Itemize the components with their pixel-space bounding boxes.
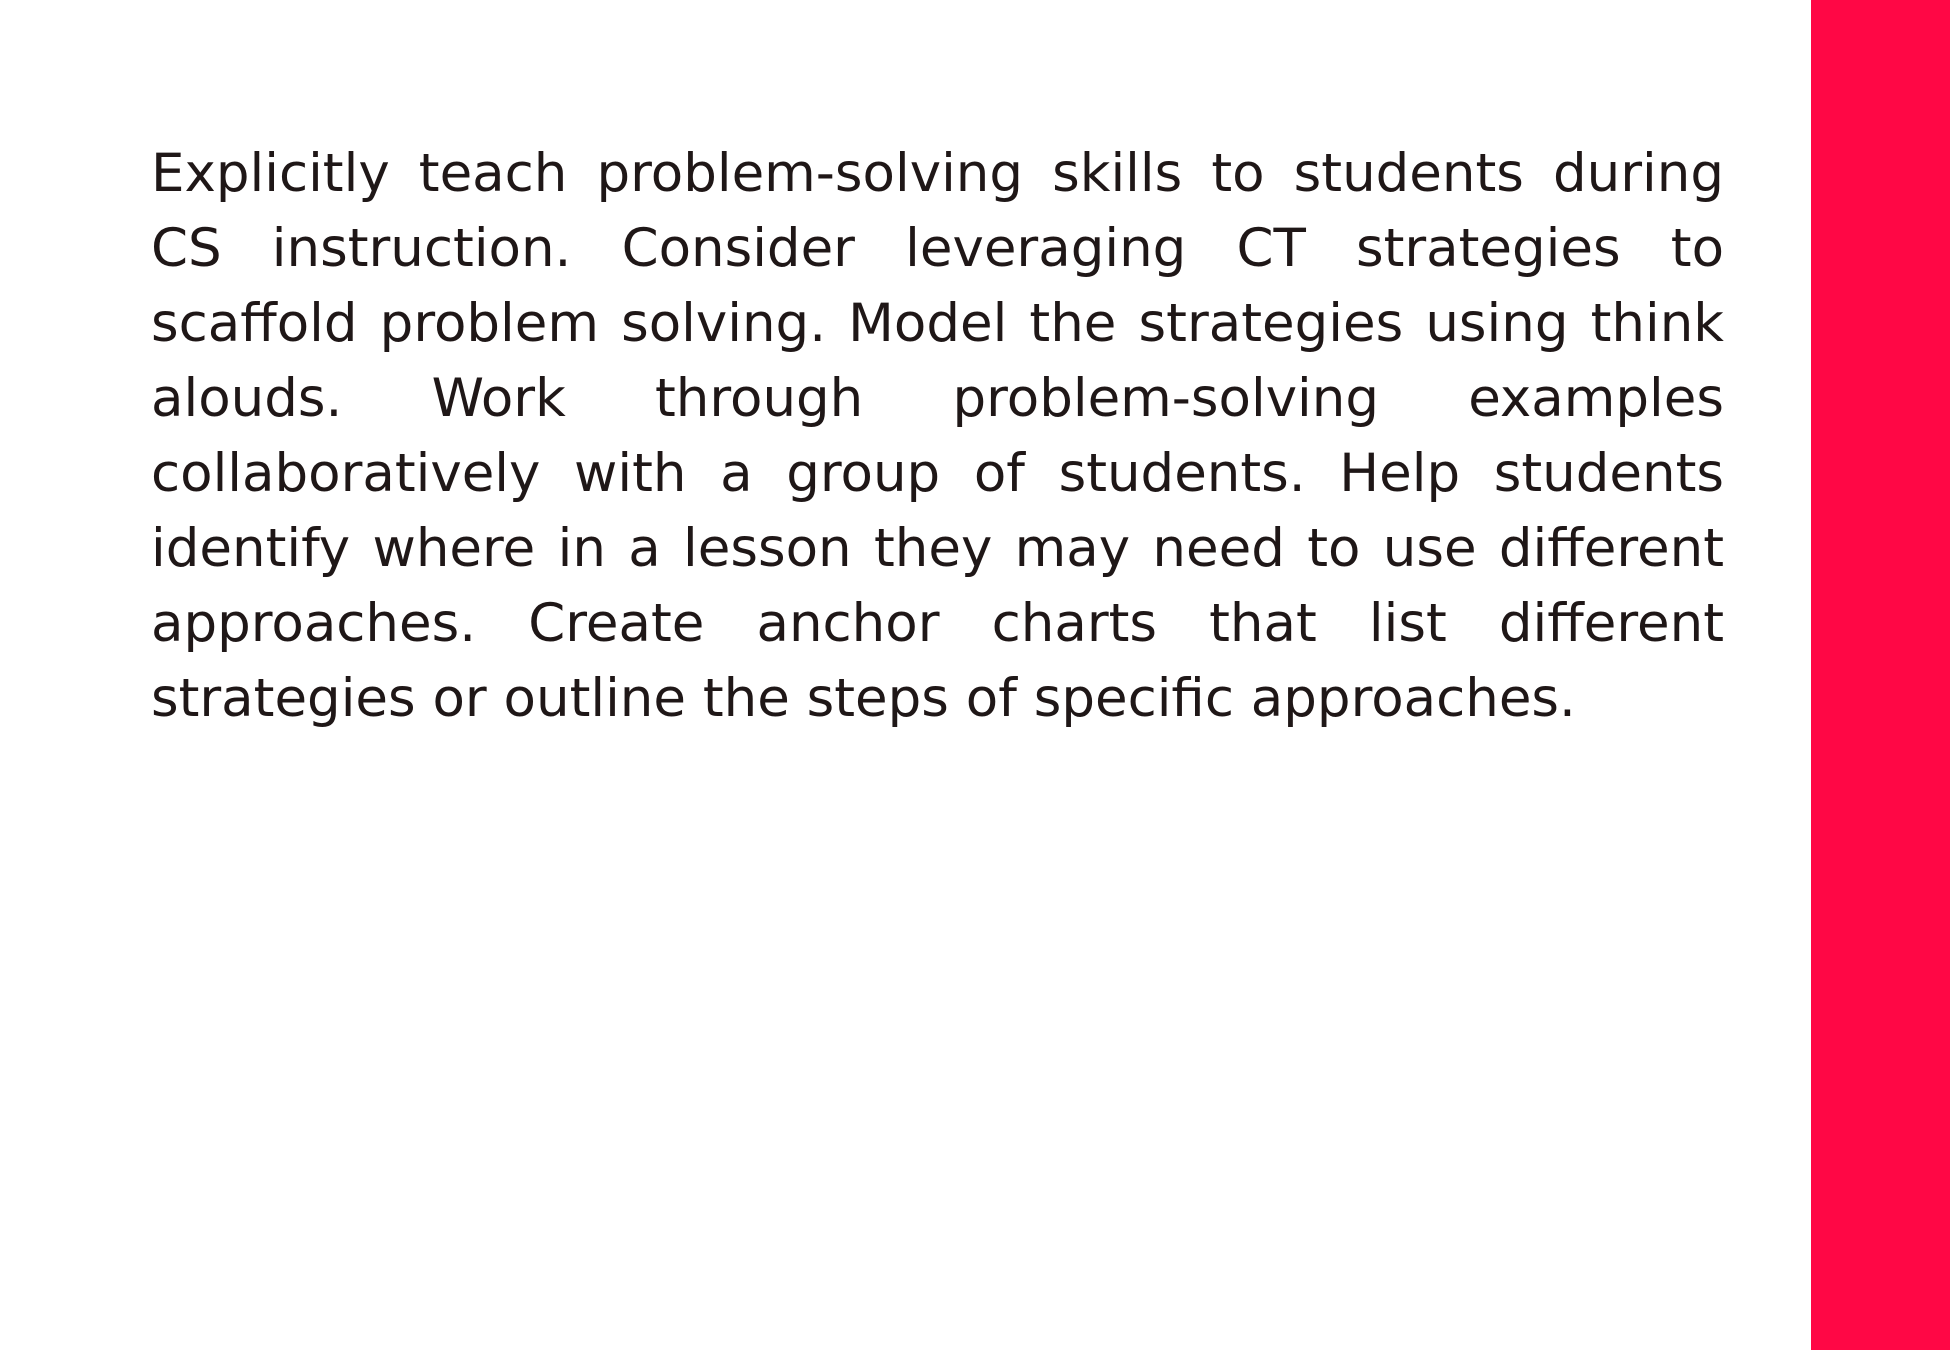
accent-side-bar — [1811, 0, 1950, 1350]
body-paragraph: Explicitly teach problem-solving skills to students during CS instruction. Consider leveraging CT strategies to scaffold problem solving. Model the strategies using think alouds. Work through problem-solving examples collaboratively with a group of students. Help students identify where in a lesson they may need to use different approaches. Create anchor charts that list different strategies or outline the steps of specific approaches. — [151, 143, 1724, 729]
